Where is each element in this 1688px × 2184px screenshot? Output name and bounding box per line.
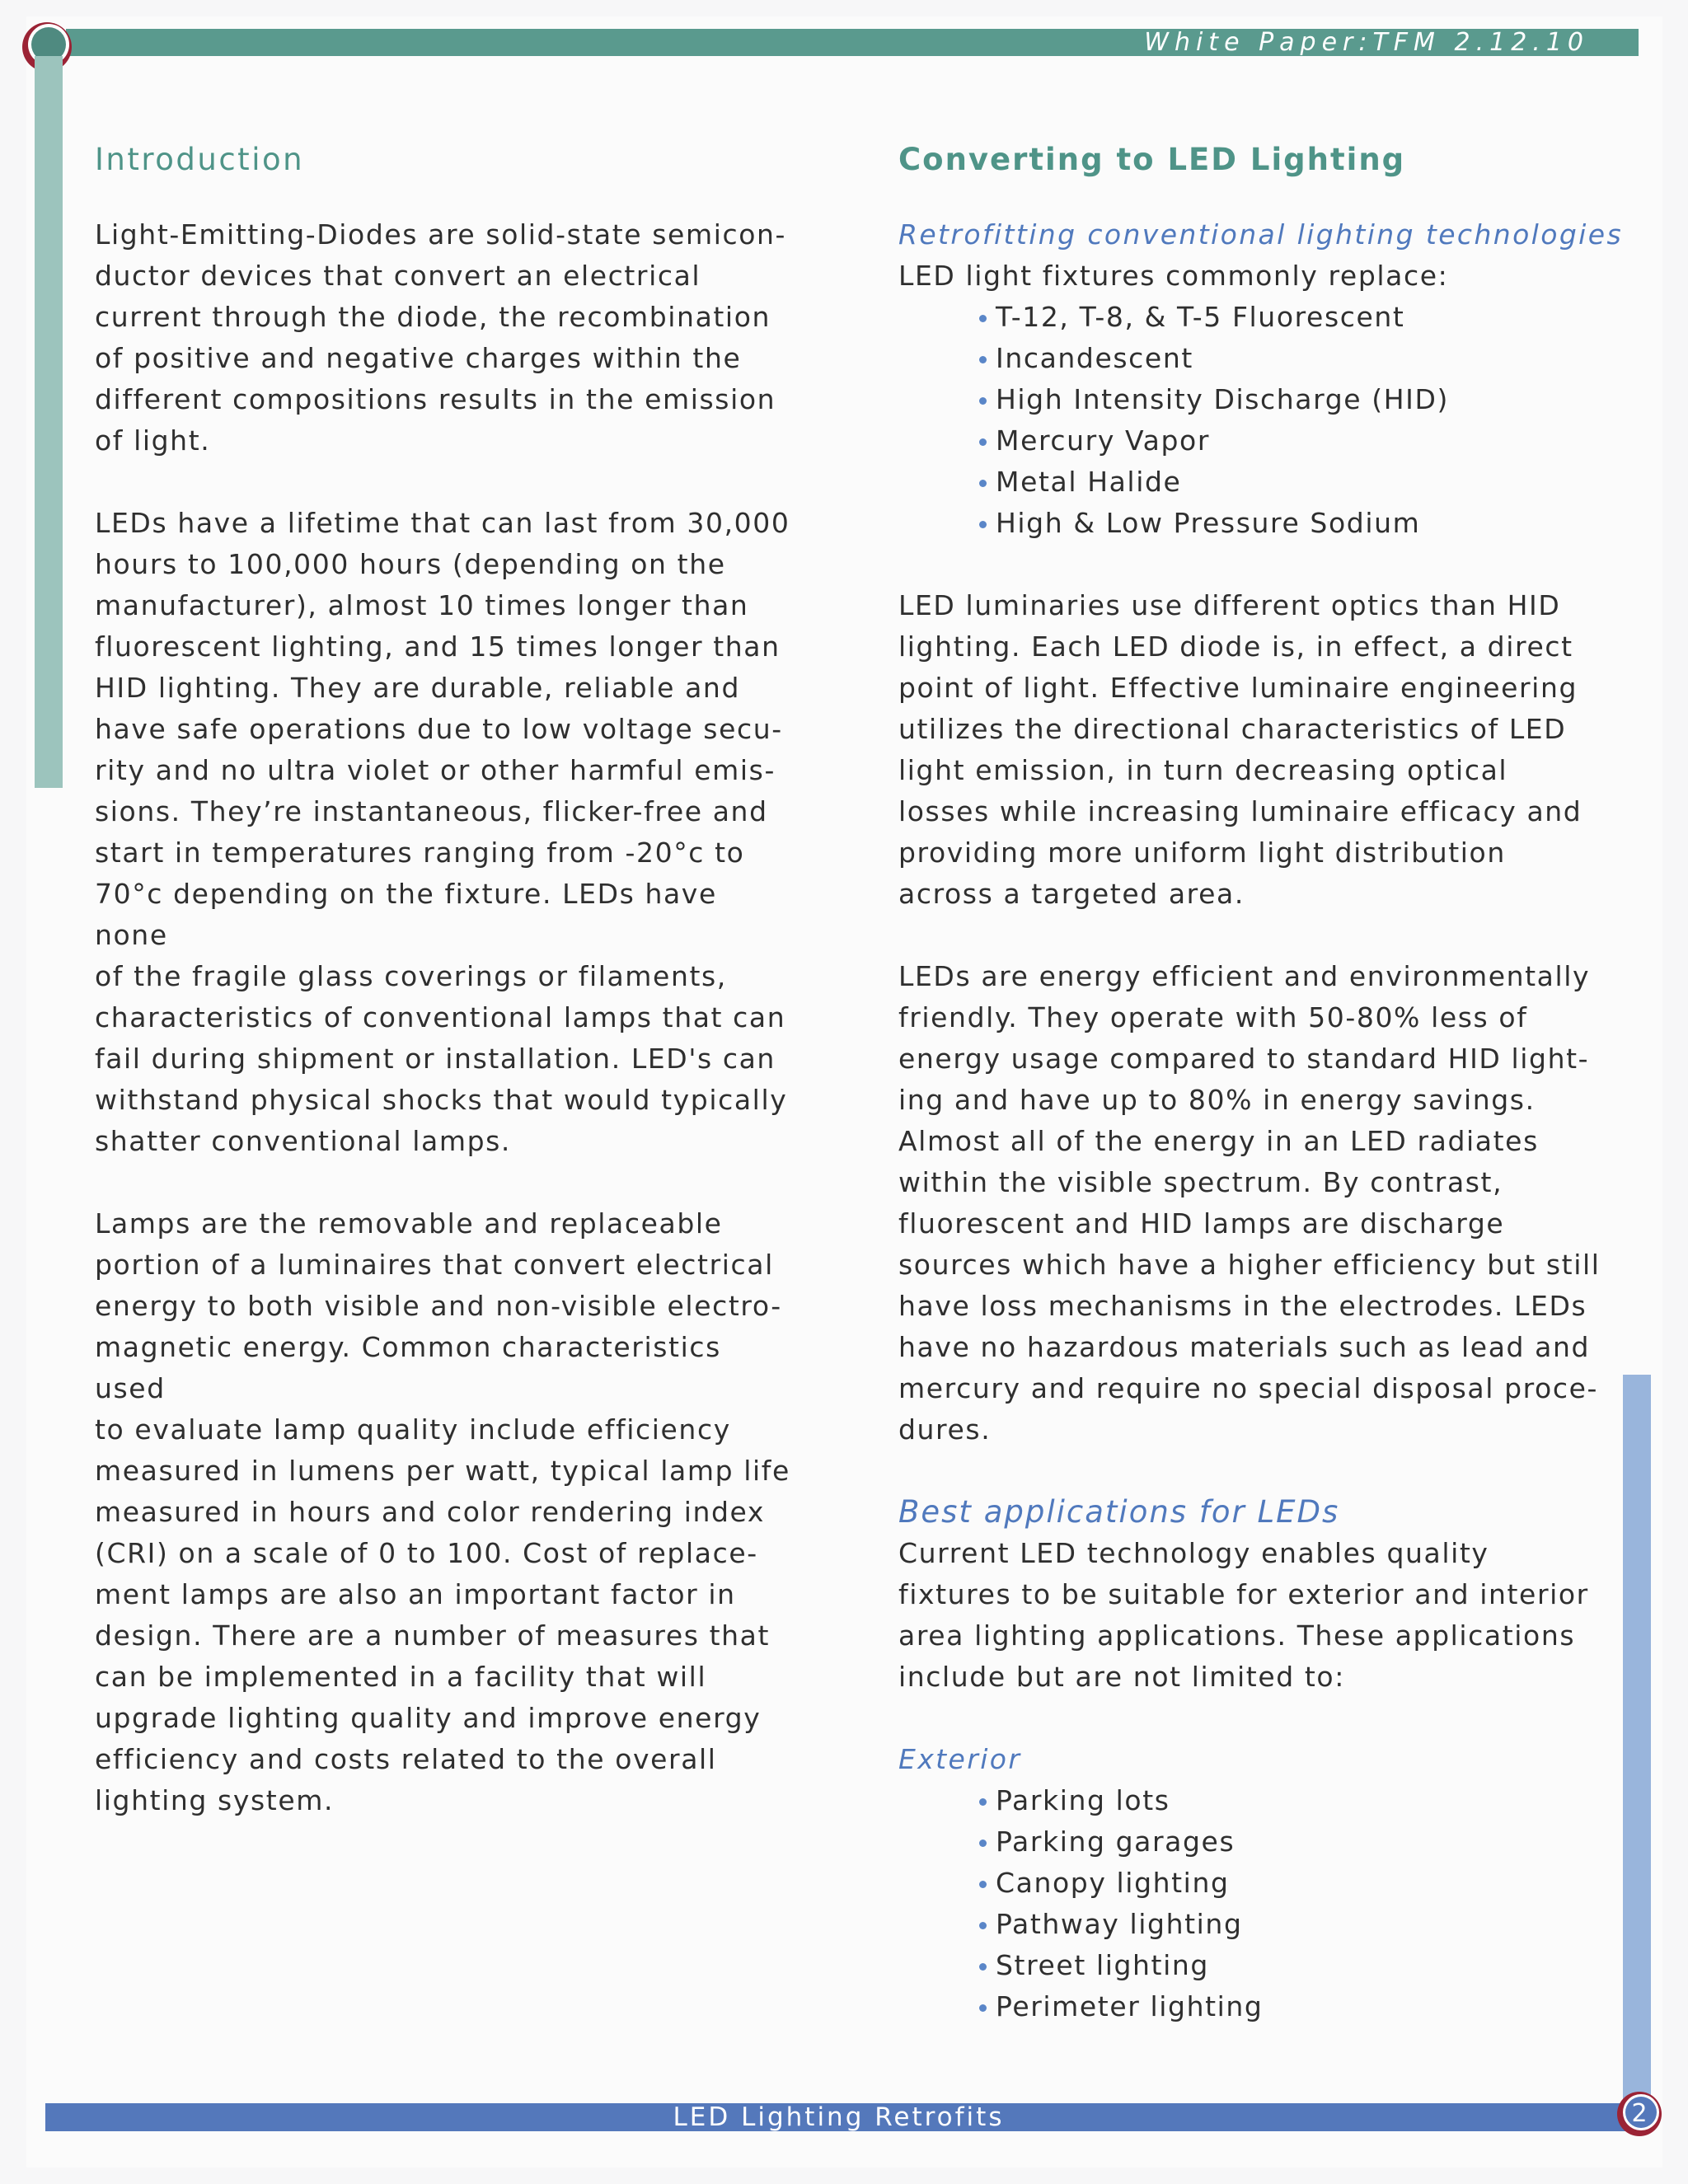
list-item-text: Perimeter lighting [996, 1990, 1264, 2022]
paragraph-line: lighting system. [95, 1784, 335, 1816]
list-item-text: Parking garages [996, 1825, 1236, 1858]
bullet-icon [979, 397, 987, 405]
paragraph-line: 70°c depending on the fixture. LEDs have none [95, 878, 717, 951]
bullet-icon [979, 315, 987, 322]
paragraph-line: area lighting applications. These applications [898, 1619, 1576, 1652]
best-applications-subheading: Best applications for LEDs [898, 1494, 1340, 1530]
paragraph-line: fixtures to be suitable for exterior and interior [898, 1578, 1589, 1610]
paragraph-line: Lamps are the removable and replaceable [95, 1207, 723, 1240]
paragraph-line: of positive and negative charges within the [95, 342, 742, 374]
paragraph [95, 214, 795, 462]
paragraph-line: shatter conventional lamps. [95, 1125, 512, 1157]
paragraph-line: efficiency and costs related to the overall [95, 1743, 717, 1775]
paragraph-line: measured in lumens per watt, typical lamp life [95, 1455, 790, 1487]
paragraph-line: design. There are a number of measures that [95, 1619, 771, 1652]
paragraph-line: lighting. Each LED diode is, in effect, a direct [898, 630, 1573, 663]
paragraph-line: energy usage compared to standard HID light- [898, 1043, 1590, 1075]
bullet-icon [979, 2004, 987, 2012]
introduction-body [95, 214, 795, 1821]
bullet-icon [979, 480, 987, 487]
list-item [979, 297, 1624, 338]
list-item [979, 1821, 1624, 1863]
paragraph-line: HID lighting. They are durable, reliable and [95, 672, 740, 704]
paragraph-line: Light-Emitting-Diodes are solid-state semicon- [95, 218, 787, 251]
bullet-icon [979, 1963, 987, 1971]
paragraph-line: sions. They’re instantaneous, flicker-free and [95, 795, 768, 827]
right-accent-stripe [1623, 1375, 1651, 2100]
paragraph-line: of the fragile glass coverings or filaments, [95, 960, 727, 992]
bullet-icon [979, 521, 987, 528]
paragraph-line: dures. [898, 1413, 992, 1446]
paragraph-line: of light. [95, 424, 211, 457]
bullet-icon [979, 1922, 987, 1929]
paragraph-line: have no hazardous materials such as lead and [898, 1331, 1591, 1363]
list-item-text: High Intensity Discharge (HID) [996, 383, 1449, 415]
list-item-text: Street lighting [996, 1949, 1209, 1981]
bullet-icon [979, 1798, 987, 1806]
converting-body [898, 585, 1624, 1451]
paragraph-line: fluorescent and HID lamps are discharge [898, 1207, 1505, 1240]
paragraph-line: can be implemented in a facility that will [95, 1661, 707, 1693]
paragraph-line: have loss mechanisms in the electrodes. LEDs [898, 1290, 1587, 1322]
left-accent-stripe [35, 56, 63, 788]
paragraph-line: rity and no ultra violet or other harmful emis- [95, 754, 776, 786]
paragraph [898, 956, 1624, 1451]
bullet-icon [979, 1881, 987, 1888]
list-item [979, 1945, 1624, 1986]
list-item [979, 420, 1624, 462]
bullet-icon [979, 1840, 987, 1847]
right-column [898, 132, 1624, 2027]
list-item [979, 1986, 1624, 2027]
paragraph-line: withstand physical shocks that would typically [95, 1084, 788, 1116]
paragraph-line: utilizes the directional characteristics of LED [898, 713, 1567, 745]
paragraph [95, 503, 795, 1162]
list-item [979, 338, 1624, 379]
paragraph-line: magnetic energy. Common characteristics used [95, 1331, 721, 1404]
page-number-badge [1615, 2090, 1663, 2138]
paragraph-line: fluorescent lighting, and 15 times longer than [95, 630, 781, 663]
paragraph-line: (CRI) on a scale of 0 to 100. Cost of replace- [95, 1537, 758, 1569]
bullet-icon [979, 356, 987, 363]
list-item-text: Canopy lighting [996, 1867, 1230, 1899]
bullet-icon [979, 438, 987, 446]
paragraph-line: ductor devices that convert an electrical [95, 260, 701, 292]
paragraph-line: upgrade lighting quality and improve energy [95, 1702, 762, 1734]
header-bar [66, 29, 1639, 56]
paragraph-line: across a targeted area. [898, 878, 1245, 910]
list-item-text: Incandescent [996, 342, 1193, 374]
list-item-text: Metal Halide [996, 466, 1182, 498]
paragraph-line: manufacturer), almost 10 times longer than [95, 589, 749, 621]
paragraph-line: providing more uniform light distribution [898, 837, 1506, 869]
list-item-text: High & Low Pressure Sodium [996, 507, 1421, 539]
list-item-text: Parking lots [996, 1784, 1170, 1816]
paragraph-line: include but are not limited to: [898, 1661, 1345, 1693]
paragraph-line: portion of a luminaires that convert electrical [95, 1249, 774, 1281]
list-item [979, 462, 1624, 503]
retrofit-list [898, 297, 1624, 544]
footer-text: LED Lighting Retrofits [673, 2102, 1005, 2132]
paragraph-line: ment lamps are also an important factor in [95, 1578, 736, 1610]
paragraph-line: current through the diode, the recombination [95, 301, 771, 333]
retrofit-subheading: Retrofitting conventional lighting technologies [898, 218, 1624, 251]
list-item [979, 379, 1624, 420]
paragraph-line: within the visible spectrum. By contrast, [898, 1166, 1503, 1198]
page-number: 2 [1631, 2099, 1648, 2128]
paragraph-line: different compositions results in the emission [95, 383, 776, 415]
list-item-text: T-12, T-8, & T-5 Fluorescent [996, 301, 1405, 333]
exterior-list [898, 1780, 1624, 2027]
paragraph-line: light emission, in turn decreasing optical [898, 754, 1508, 786]
paragraph-line: start in temperatures ranging from -20°c to [95, 837, 745, 869]
list-item [979, 1904, 1624, 1945]
footer-bar [45, 2103, 1632, 2131]
paragraph-line: ing and have up to 80% in energy savings. [898, 1084, 1536, 1116]
paragraph-line: measured in hours and color rendering index [95, 1496, 766, 1528]
list-item-text: Pathway lighting [996, 1908, 1243, 1940]
paragraph-line: characteristics of conventional lamps that can [95, 1001, 786, 1033]
paragraph-line: point of light. Effective luminaire engineering [898, 672, 1578, 704]
list-item [979, 1780, 1624, 1821]
paragraph-line: energy to both visible and non-visible electro- [95, 1290, 782, 1322]
paragraph-line: mercury and require no special disposal proce- [898, 1372, 1599, 1404]
paragraph [898, 585, 1624, 915]
header-text: White Paper:TFM 2.12.10 [1144, 28, 1589, 57]
paragraph-line: LEDs are energy efficient and environmentally [898, 960, 1591, 992]
list-item [979, 1863, 1624, 1904]
section-heading-introduction: Introduction [95, 142, 305, 177]
paragraph-line: fail during shipment or installation. LED's can [95, 1043, 776, 1075]
paragraph-line: hours to 100,000 hours (depending on the [95, 548, 726, 580]
paragraph-line: losses while increasing luminaire efficacy and [898, 795, 1582, 827]
paragraph [95, 1203, 795, 1821]
section-heading-converting: Converting to LED Lighting [898, 142, 1406, 177]
paragraph-line: to evaluate lamp quality include efficiency [95, 1413, 731, 1446]
paragraph-line: sources which have a higher efficiency but still [898, 1249, 1601, 1281]
paragraph-line: Current LED technology enables quality [898, 1537, 1489, 1569]
paragraph-line: friendly. They operate with 50-80% less of [898, 1001, 1528, 1033]
best-applications-body [898, 1533, 1624, 1698]
paragraph-line: have safe operations due to low voltage secu- [95, 713, 783, 745]
list-item-text: Mercury Vapor [996, 424, 1211, 457]
exterior-subheading: Exterior [898, 1743, 1022, 1775]
retrofit-intro: LED light fixtures commonly replace: [898, 260, 1449, 292]
paragraph-line: LEDs have a lifetime that can last from 30,000 [95, 507, 790, 539]
left-column [95, 132, 795, 1863]
paragraph-line: LED luminaries use different optics than HID [898, 589, 1561, 621]
list-item [979, 503, 1624, 544]
paragraph-line: Almost all of the energy in an LED radiates [898, 1125, 1539, 1157]
